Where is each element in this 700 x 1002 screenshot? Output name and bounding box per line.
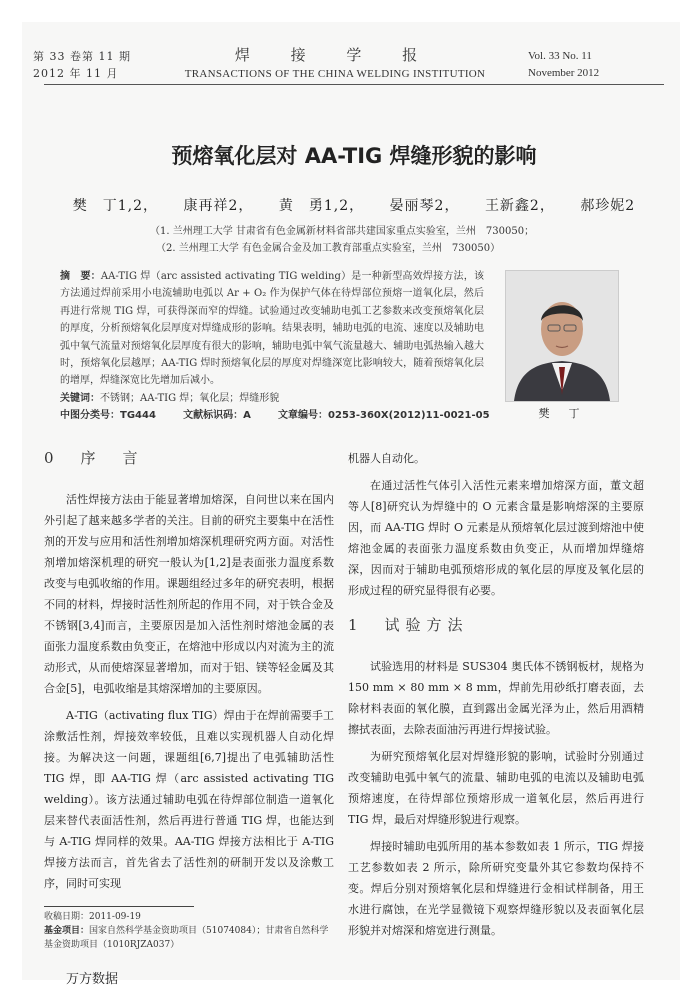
- footnotes: [44, 910, 334, 952]
- abstract-text: [60, 268, 484, 390]
- abstract-label: 摘 要：: [60, 271, 101, 282]
- received-date: 收稿日期：2011-09-19: [44, 912, 141, 922]
- fund-text: 国家自然科学基金资助项目（51074084）；甘肃省自然科学基金资助项目（1010RJZA037）: [44, 926, 329, 950]
- watermark: 万方数据: [66, 972, 119, 987]
- paragraph: 活性焊接方法由于能显著增加熔深，自问世以来在国内外引起了越来越多学者的关注。目前的研究主要集中在活性剂的开发与应用和活性剂增加熔深机理研究两方面。对活性剂增加熔深机理的研究一般认为[1,2]是表面张力温度系数改变与电弧收缩的作用。课题组经过多年的研究表明，根据不同的材料，焊接时活性剂所起的作用不同，对于铁合金及不锈钢[3,4]而言，主要原因是加入活性剂时熔池金属的表面张力温度系数由负变正，在熔池中形成以内对流为主的流动形式，从而使熔深显著增加，而对于铝、镁等轻金属及其合金[5]，电弧收缩是其熔深增加的主要原因。: [44, 493, 334, 695]
- footnote-rule: [44, 906, 194, 907]
- author: 晏丽琴2，: [389, 198, 460, 214]
- author: 王新鑫2，: [484, 198, 555, 214]
- left-column: [44, 448, 334, 900]
- article-number: 文章编号：0253-360X(2012)11-0021-05: [278, 410, 490, 422]
- affiliation-2: （2. 兰州理工大学 有色金属合金及加工教育部重点实验室，兰州 730050）: [156, 243, 501, 254]
- paragraph: 试验选用的材料是 SUS304 奥氏体不锈钢板材，规格为 150 mm × 80 mm × 8 mm，焊前先用砂纸打磨表面，去除材料表面的氧化膜，直到露出金属光泽为止，然后用酒精擦拭表面，去除表面油污再进行焊接试验。: [348, 660, 644, 736]
- author-portrait-image: [506, 271, 618, 401]
- date-en: November 2012: [528, 67, 600, 79]
- photo-caption: 樊 丁: [538, 407, 584, 420]
- header-rule: [44, 84, 664, 85]
- journal-name-cn: 焊 接 学 报: [234, 46, 436, 64]
- journal-name-en: TRANSACTIONS OF THE CHINA WELDING INSTITUTION: [184, 68, 486, 80]
- header-volume-en: [528, 48, 668, 82]
- affiliation-1: （1. 兰州理工大学 甘肃省有色金属新材料省部共建国家重点实验室，兰州 730050；: [150, 226, 535, 237]
- abstract-body: AA-TIG 焊（arc assisted activating TIG welding）是一种新型高效焊接方法，该方法通过焊前采用小电流辅助电弧以 Ar + O₂ 作为保护气体在待焊部位预熔一道氧化层，然后再进行常规 TIG 焊，可获得深而窄的焊缝。试验通过改变辅助电弧工艺参数来改变预熔氧化层的厚度，分析预熔氧化层厚度对焊缝成形的影响。结果表明，辅助电弧的电流、速度以及辅助电弧中氧气流量对预熔氧化层厚度有很大的影响，辅助电弧中氧气流量越大、辅助电弧热输入越大时，预熔氧化层越厚；AA-TIG 焊时预熔氧化层的厚度对焊缝深宽比影响较大，随着预熔氧化层的增厚，焊缝深宽比先增加后减小。: [60, 271, 484, 387]
- paragraph: 焊接时辅助电弧所用的基本参数如表 1 所示，TIG 焊接工艺参数如表 2 所示，除所研究变量外其它参数均保持不变。焊后分别对预熔氧化层和焊缝进行金相试样制备，用王水进行腐蚀，在光学显微镜下观察焊缝形貌以及表面氧化层形貌并对熔深和熔宽进行测量。: [348, 840, 644, 937]
- volume-issue-cn: 第 33 卷第 11 期: [33, 50, 131, 63]
- volume-issue-en: Vol. 33 No. 11: [528, 50, 592, 62]
- fund-label: 基金项目：: [44, 926, 90, 936]
- abstract-block: [60, 268, 490, 425]
- author-list: [44, 195, 664, 215]
- right-column: [348, 448, 644, 947]
- paragraph-continuation: 机器人自动化。: [348, 452, 425, 465]
- keywords-label: 关键词：: [60, 392, 100, 404]
- author: 郝珍妮2: [580, 198, 636, 214]
- fund-note: [44, 924, 334, 952]
- document-code: 文献标识码：A: [183, 410, 251, 422]
- paragraph: A-TIG（activating flux TIG）焊由于在焊前需要手工涂敷活性剂，焊接效率较低，且难以实现机器人自动化焊接。为解决这一问题，课题组[6,7]提出了电弧辅助活性 TIG 焊，即 AA-TIG 焊（arc assisted activating TIG welding）。该方法通过辅助电弧在待焊部位制造一道氧化层来替代表面活性剂，然后再进行普通 TIG 焊，也能达到与 A-TIG 焊同样的效果。AA-TIG 焊接方法相比于 A-TIG 焊接方法而言，首先省去了活性剂的研制开发以及涂敷工序，同时可实现: [44, 709, 334, 890]
- paragraph: 为研究预熔氧化层对焊缝形貌的影响，试验时分别通过改变辅助电弧中氧气的流量、辅助电弧的电流以及辅助电弧预熔速度，在待焊部位预熔形成一道氧化层，然后再进行 TIG 焊，最后对焊缝形貌进行观察。: [348, 750, 644, 826]
- paper-title: 预熔氧化层对 AA-TIG 焊缝形貌的影响: [171, 144, 537, 168]
- section-heading-method: 1 试验方法: [348, 616, 469, 634]
- classification-line: [60, 407, 490, 424]
- author: 樊 丁1,2，: [72, 198, 159, 214]
- keywords-value: 不锈钢；AA-TIG 焊；氧化层；焊缝形貌: [100, 392, 280, 404]
- author: 康再祥2，: [183, 198, 254, 214]
- section-heading-introduction: 0 序 言: [44, 449, 144, 467]
- paragraph: 在通过活性气体引入活性元素来增加熔深方面，董文超等人[8]研究认为焊缝中的 O 元素含量是影响熔深的主要原因，而 AA-TIG 焊时 O 元素是从预熔氧化层过渡到熔池中使熔池金属的表面张力温度系数由负变正，从而增加焊缝熔深，因而对于辅助电弧预熔形成的氧化层的厚度及氧化层的形成过程的研究显得很有必要。: [348, 479, 644, 597]
- date-cn: 2012 年 11 月: [33, 67, 119, 80]
- clc-number: 中图分类号：TG444: [60, 410, 156, 422]
- header-volume-cn: [33, 48, 131, 82]
- keywords: [60, 390, 484, 407]
- author-photo: [505, 270, 619, 402]
- author: 黄 勇1,2，: [278, 198, 365, 214]
- journal-name: [160, 45, 510, 83]
